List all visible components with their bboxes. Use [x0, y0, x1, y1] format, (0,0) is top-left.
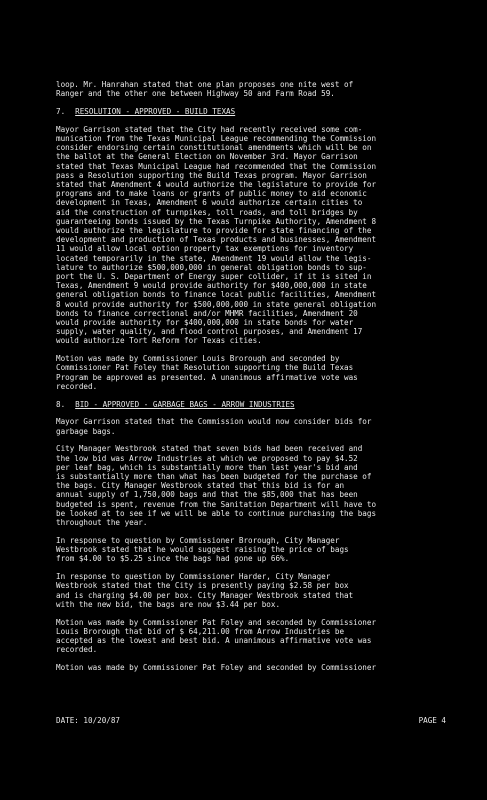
section-paragraph	[56, 444, 456, 527]
text-line: stated that Texas Municipal League had recommended that the Commission	[56, 161, 377, 171]
text-line: lature to authorize $500,000,000 in general obligation bonds to sup-	[56, 262, 367, 272]
footer-date: DATE: 10/20/87	[56, 716, 121, 725]
section-heading	[56, 107, 456, 116]
text-line: budgeted is spent, revenue from the Sanitation Department will have to	[56, 499, 377, 509]
text-line: Ranger and the other one between Highway 50 and Farm Road 59.	[56, 89, 335, 99]
text-line: the ballot at the General Election on November 3rd. Mayor Garrison	[56, 152, 358, 162]
text-line: stated that Amendment 4 would authorize the legislature to provide for	[56, 180, 377, 190]
section-paragraph	[56, 125, 456, 346]
text-line: Motion was made by Commissioner Pat Foley and seconded by Commissioner	[56, 662, 377, 672]
text-line: recorded.	[56, 645, 98, 655]
text-line: 11 would allow local option property tax exemptions for inventory	[56, 244, 354, 254]
text-line: In response to question by Commissioner Harder, City Manager	[56, 572, 331, 582]
text-line: recorded.	[56, 381, 98, 391]
text-line: Motion was made by Commissioner Louis Brorough and seconded by	[56, 354, 340, 364]
text-line: and is charging $4.00 per box. City Manager Westbrook stated that	[56, 590, 354, 600]
text-line: Program be approved as presented. A unanimous affirmative vote was	[56, 372, 358, 382]
text-line: from $4.00 to $5.25 since the bags had gone up 66%.	[56, 554, 290, 564]
text-line: would provide authority for $400,000,000 in state bonds for water	[56, 318, 354, 328]
section-paragraph	[56, 417, 456, 435]
text-line: garbage bags.	[56, 426, 116, 436]
text-line: consider endorsing certain constitutional amendments which will be on	[56, 143, 372, 153]
text-line: the bags. City Manager Westbrook stated that this bid is for an	[56, 481, 345, 491]
text-line: development in Texas, Amendment 6 would authorize certain cities to	[56, 198, 363, 208]
text-line: with the new bid, the bags are now $3.44 per box.	[56, 599, 281, 609]
text-line: accepted as the lowest and best bid. A unanimous affirmative vote was	[56, 635, 372, 645]
text-line: bonds to finance correctional and/or MHMR facilities, Amendment 20	[56, 308, 358, 318]
minutes-body	[56, 80, 456, 681]
section-paragraph	[56, 536, 456, 564]
text-line: Mayor Garrison stated that the Commission would now consider bids for	[56, 417, 372, 427]
text-line: pass a Resolution supporting the Build Texas program. Mayor Garrison	[56, 170, 367, 180]
text-line: the low bid was Arrow Industries at which we proposed to pay $4.52	[56, 453, 358, 463]
text-line: is substantially more than what has been budgeted for the purchase of	[56, 472, 372, 482]
motion-paragraph	[56, 354, 456, 391]
text-line: would authorize the legislature to provide for state financing of the	[56, 226, 372, 236]
section-number: 7.	[56, 107, 66, 116]
text-line: port the U. S. Department of Energy super collider, if it is sited in	[56, 272, 372, 282]
section-heading	[56, 400, 456, 409]
footer-page-number: PAGE 4	[418, 716, 446, 725]
text-line: Westbrook stated that the City is presently paying $2.58 per box	[56, 581, 349, 591]
text-line: be looked at to see if we will be able to continue purchasing the bags	[56, 508, 377, 518]
text-line: City Manager Westbrook stated that seven bids had been received and	[56, 444, 363, 454]
motion-paragraph	[56, 618, 456, 655]
text-line: located temporarily in the state, Amendment 19 would allow the legis-	[56, 253, 372, 263]
text-line: aid the construction of turnpikes, toll roads, and toll bridges by	[56, 207, 358, 217]
text-line: supply, water quality, and flood control purposes, and Amendment 17	[56, 327, 363, 337]
text-line: In response to question by Commissioner Brorough, City Manager	[56, 535, 340, 545]
text-line: guaranteeing bonds issued by the Texas Turnpike Authority, Amendment 8	[56, 216, 377, 226]
section-number: 8.	[56, 399, 66, 409]
motion-paragraph	[56, 663, 456, 672]
text-line: throughout the year.	[56, 518, 148, 528]
section-paragraph	[56, 572, 456, 609]
text-line: 8 would provide authority for $500,000,000 in state general obligation	[56, 299, 377, 309]
page-footer	[56, 716, 446, 725]
text-line: Commissioner Pat Foley that Resolution supporting the Build Texas	[56, 363, 354, 373]
continuation-paragraph	[56, 80, 456, 98]
text-line: munication from the Texas Municipal League recommending the Commission	[56, 134, 377, 143]
text-line: Louis Brorough that bid of $ 64,211.00 from Arrow Industries be	[56, 626, 345, 636]
text-line: development and production of Texas products and businesses, Amendment	[56, 235, 377, 245]
text-line: Motion was made by Commissioner Pat Foley and seconded by Commissioner	[56, 617, 377, 627]
section-title: RESOLUTION - APPROVED - BUILD TEXAS	[75, 107, 236, 116]
text-line: loop. Mr. Hanrahan stated that one plan proposes one nite west of	[56, 80, 354, 89]
text-line: general obligation bonds to finance local public facilities, Amendment	[56, 290, 377, 300]
text-line: per leaf bag, which is substantially more than last year's bid and	[56, 462, 358, 472]
text-line: annual supply of 1,750,000 bags and that the $85,000 that has been	[56, 490, 358, 500]
text-line: Westbrook stated that he would suggest raising the price of bags	[56, 545, 349, 555]
text-line: would authorize Tort Reform for Texas cities.	[56, 336, 262, 346]
text-line: programs and to make loans or grants of public money to aid economic	[56, 189, 367, 199]
text-line: Mayor Garrison stated that the City had recently received some com-	[56, 124, 363, 134]
section-title: BID - APPROVED - GARBAGE BAGS - ARROW INDUSTRIES	[75, 399, 295, 409]
text-line: Texas, Amendment 9 would provide authority for $400,000,000 in state	[56, 281, 367, 291]
